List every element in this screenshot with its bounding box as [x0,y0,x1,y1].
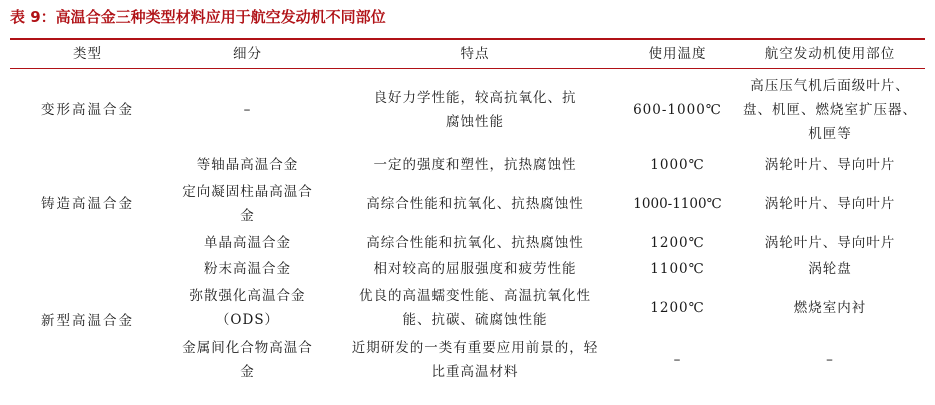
subcategory-cell: 定向凝固柱晶高温合金 [182,184,313,224]
table-caption: 表 9：高温合金三种类型材料应用于航空发动机不同部位 [10,8,386,26]
header-subcategory: 细分 [233,46,262,62]
subcategory-cell: 金属间化合物高温合金 [182,340,313,380]
feature-cell: 近期研发的一类有重要应用前景的，轻比重高温材料 [351,340,599,380]
application-cell: 涡轮叶片、导向叶片 [764,235,896,251]
temperature-cell: 1200℃ [650,300,705,316]
temperature-cell: 1200℃ [650,235,705,251]
feature-cell: 一定的强度和塑性，抗热腐蚀性 [373,157,577,173]
temperature-cell: 1000-1100℃ [633,196,722,212]
subcategory-cell: – [243,102,252,118]
header-application: 航空发动机使用部位 [764,46,896,62]
feature-cell: 高综合性能和抗氧化、抗热腐蚀性 [366,235,584,251]
temperature-cell: – [673,352,682,368]
application-cell: 燃烧室内衬 [793,300,867,316]
temperature-cell: 600-1000℃ [633,102,722,118]
application-cell: 涡轮盘 [808,261,852,277]
type-cell: 铸造高温合金 [41,196,134,212]
feature-cell: 优良的高温蠕变性能、高温抗氧化性能、抗碳、硫腐蚀性能 [359,288,591,328]
alloy-table [10,40,925,386]
table-row [10,68,925,152]
feature-cell: 良好力学性能，较高抗氧化、抗腐蚀性能 [373,90,577,130]
subcategory-cell: 弥散强化高温合金（ODS） [189,288,306,328]
table-row [10,152,925,178]
subcategory-cell: 粉末高温合金 [204,261,291,277]
table-row [10,256,925,282]
application-cell: – [826,352,834,368]
header-type: 类型 [73,46,102,62]
feature-cell: 相对较高的屈服强度和疲劳性能 [373,261,577,277]
application-cell: 涡轮叶片、导向叶片 [764,157,896,173]
temperature-cell: 1100℃ [650,261,705,277]
header-feature: 特点 [460,46,490,62]
application-cell: 高压压气机后面级叶片、盘、机匣、燃烧室扩压器、机匣等 [743,78,917,142]
temperature-cell: 1000℃ [650,157,705,173]
application-cell: 涡轮叶片、导向叶片 [764,196,896,212]
type-cell: 新型高温合金 [41,313,134,329]
subcategory-cell: 单晶高温合金 [204,235,291,251]
header-temperature: 使用温度 [648,46,707,62]
subcategory-cell: 等轴晶高温合金 [196,157,299,173]
header-row [10,40,925,68]
feature-cell: 高综合性能和抗氧化、抗热腐蚀性 [366,196,584,212]
type-cell: 变形高温合金 [41,102,134,118]
